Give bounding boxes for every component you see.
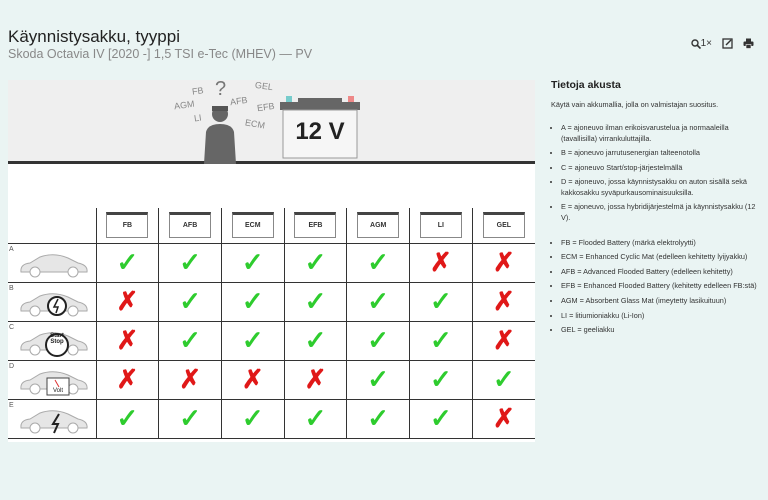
check-icon: ✓ [179, 286, 201, 316]
check-icon: ✓ [116, 247, 139, 277]
list-item: • D = ajoneuvo, jossa käynnistysakku on auton sisällä sekä kakkosakku syväpurkausominaisuuksilla. [561, 177, 761, 198]
cross-icon: ✗ [241, 364, 264, 394]
battery-type-gel: GEL [483, 212, 525, 238]
column-header [472, 208, 535, 243]
compat-cell-D-AFB [159, 360, 222, 399]
compat-cell-A-GEL [472, 243, 535, 282]
battery-type-fb: FB [106, 212, 148, 238]
column-header [284, 208, 347, 243]
table-row [8, 360, 535, 399]
check-icon: ✓ [492, 364, 515, 394]
compat-cell-B-AGM [347, 282, 410, 321]
compat-cell-B-LI [410, 282, 473, 321]
open-external-button[interactable] [722, 38, 733, 49]
person-silhouette-icon [198, 102, 240, 164]
row-label: E [9, 401, 14, 409]
cross-icon: ✗ [116, 364, 139, 394]
compat-cell-A-ECM [221, 243, 284, 282]
compat-cell-D-GEL [472, 360, 535, 399]
compat-cell-A-AFB [159, 243, 222, 282]
compat-cell-C-AGM [347, 321, 410, 360]
list-item: • AGM = Absorbent Glass Mat (imeytetty lasikuituun) [561, 296, 761, 307]
list-item: • ECM = Enhanced Cyclic Mat (edelleen kehitetty lyijyakku) [561, 252, 761, 263]
row-label: D [9, 362, 15, 370]
check-icon: ✓ [179, 403, 201, 433]
row-label-cell [8, 399, 96, 438]
illustration-band [8, 80, 535, 164]
battery-compatibility-figure [8, 80, 535, 442]
print-button[interactable] [743, 38, 754, 49]
zoom-button[interactable] [691, 38, 712, 49]
battery-word: EFB [256, 100, 276, 114]
check-icon: ✓ [179, 325, 201, 355]
zoom-icon [691, 39, 701, 49]
compat-cell-C-ECM [221, 321, 284, 360]
check-icon: ✓ [430, 364, 452, 394]
battery-info-panel [551, 79, 761, 350]
compat-cell-D-EFB [284, 360, 347, 399]
check-icon: ✓ [304, 247, 327, 277]
toolbar [691, 38, 754, 49]
zoom-level: 1× [700, 38, 712, 49]
table-row [8, 282, 535, 321]
row-label-cell [8, 282, 96, 321]
battery-word: AFB [229, 94, 249, 108]
list-item: • EFB = Enhanced Flooded Battery (kehitetty edelleen FB:stä) [561, 281, 761, 292]
compat-cell-C-GEL [472, 321, 535, 360]
battery-type-list [551, 238, 761, 336]
header-row [8, 208, 535, 243]
compat-cell-B-FB [96, 282, 159, 321]
compat-cell-D-LI [410, 360, 473, 399]
volt-label: Volt [52, 387, 63, 394]
check-icon: ✓ [241, 247, 264, 277]
check-icon: ✓ [367, 325, 390, 355]
row-label-cell [8, 243, 96, 282]
open-external-icon [722, 38, 733, 49]
compat-cell-D-FB [96, 360, 159, 399]
compat-cell-D-ECM [221, 360, 284, 399]
row-label-cell [8, 321, 96, 360]
check-icon: ✓ [241, 403, 264, 433]
cross-icon: ✗ [492, 286, 515, 316]
cross-icon: ✗ [116, 286, 139, 316]
list-item: • LI = litiumioniakku (Li-Ion) [561, 311, 761, 322]
row-label: C [9, 323, 15, 331]
check-icon: ✓ [367, 247, 390, 277]
cross-icon: ✗ [304, 364, 327, 394]
battery-word: AGM [173, 98, 196, 112]
battery-word: ECM [244, 117, 266, 131]
check-icon: ✓ [367, 286, 390, 316]
row-label: B [9, 284, 14, 292]
compat-cell-E-ECM [221, 399, 284, 438]
compat-cell-E-EFB [284, 399, 347, 438]
battery-word: LI [193, 112, 203, 124]
compat-cell-C-LI [410, 321, 473, 360]
check-icon: ✓ [304, 403, 327, 433]
row-label: A [9, 245, 14, 253]
column-header [159, 208, 222, 243]
cross-icon: ✗ [492, 247, 515, 277]
table-row [8, 243, 535, 282]
compat-cell-B-ECM [221, 282, 284, 321]
check-icon: ✓ [241, 286, 264, 316]
row-label-cell [8, 360, 96, 399]
compat-cell-A-AGM [347, 243, 410, 282]
compat-cell-A-LI [410, 243, 473, 282]
regenerative-braking-icon [18, 289, 90, 319]
check-icon: ✓ [430, 325, 452, 355]
battery-type-efb: EFB [294, 212, 336, 238]
list-item: • C = ajoneuvo Start/stop-järjestelmällä [561, 163, 761, 174]
column-header [221, 208, 284, 243]
list-item: • AFB = Advanced Flooded Battery (edelleen kehitetty) [561, 267, 761, 278]
compat-cell-B-EFB [284, 282, 347, 321]
cross-icon: ✗ [179, 364, 201, 394]
compat-cell-E-AGM [347, 399, 410, 438]
compat-cell-A-FB [96, 243, 159, 282]
list-item: • E = ajoneuvo, jossa hybridijärjestelmä ja käynnistysakku (12 V). [561, 202, 761, 223]
voltage-label: 12 V [295, 118, 345, 145]
check-icon: ✓ [304, 325, 327, 355]
battery-word: FB [191, 85, 205, 97]
battery-type-li: LI [420, 212, 462, 238]
battery-type-agm: AGM [357, 212, 399, 238]
check-icon: ✓ [241, 325, 264, 355]
compatibility-table [8, 208, 535, 439]
check-icon: ✓ [367, 403, 390, 433]
compat-cell-C-AFB [159, 321, 222, 360]
compat-cell-E-GEL [472, 399, 535, 438]
compat-cell-B-GEL [472, 282, 535, 321]
battery-type-ecm: ECM [232, 212, 274, 238]
compat-cell-E-LI [410, 399, 473, 438]
compat-cell-C-FB [96, 321, 159, 360]
check-icon: ✓ [304, 286, 327, 316]
question-mark: ? [215, 78, 227, 100]
list-item: • B = ajoneuvo jarrutusenergian talteenotolla [561, 148, 761, 159]
compat-cell-C-EFB [284, 321, 347, 360]
compat-cell-E-FB [96, 399, 159, 438]
check-icon: ✓ [367, 364, 390, 394]
list-item: • GEL = geeliakku [561, 325, 761, 336]
battery-type-afb: AFB [169, 212, 211, 238]
column-header [96, 208, 159, 243]
table-row [8, 399, 535, 438]
table-row [8, 321, 535, 360]
page-title: Käynnistysakku, tyyppi [8, 27, 180, 46]
compat-cell-E-AFB [159, 399, 222, 438]
car-icon [18, 250, 90, 280]
vehicle-subtitle: Skoda Octavia IV [2020 -] 1,5 TSI e-Tec (MHEV) — PV [8, 47, 313, 61]
vehicle-type-list [551, 123, 761, 224]
list-item: • FB = Flooded Battery (märkä elektrolyytti) [561, 238, 761, 249]
column-header [410, 208, 473, 243]
column-header [347, 208, 410, 243]
check-icon: ✓ [116, 403, 139, 433]
cross-icon: ✗ [430, 247, 452, 277]
compat-cell-A-EFB [284, 243, 347, 282]
battery-illustration [280, 94, 360, 160]
print-icon [743, 38, 754, 49]
info-intro: Käytä vain akkumallia, jolla on valmistajan suositus. [551, 100, 719, 109]
check-icon: ✓ [179, 247, 201, 277]
compat-cell-D-AGM [347, 360, 410, 399]
cross-icon: ✗ [116, 325, 139, 355]
hybrid-lightning-icon [18, 406, 90, 436]
check-icon: ✓ [430, 403, 452, 433]
start-stop-label: Start Stop [50, 332, 64, 345]
list-item: • A = ajoneuvo ilman erikoisvarustelua ja normaaleilla (tavallisilla) virrankuluttajilla. [561, 123, 761, 144]
cross-icon: ✗ [492, 403, 515, 433]
cross-icon: ✗ [492, 325, 515, 355]
info-title: Tietoja akusta [551, 79, 621, 91]
check-icon: ✓ [430, 286, 452, 316]
battery-word: GEL [254, 79, 274, 93]
compat-cell-B-AFB [159, 282, 222, 321]
